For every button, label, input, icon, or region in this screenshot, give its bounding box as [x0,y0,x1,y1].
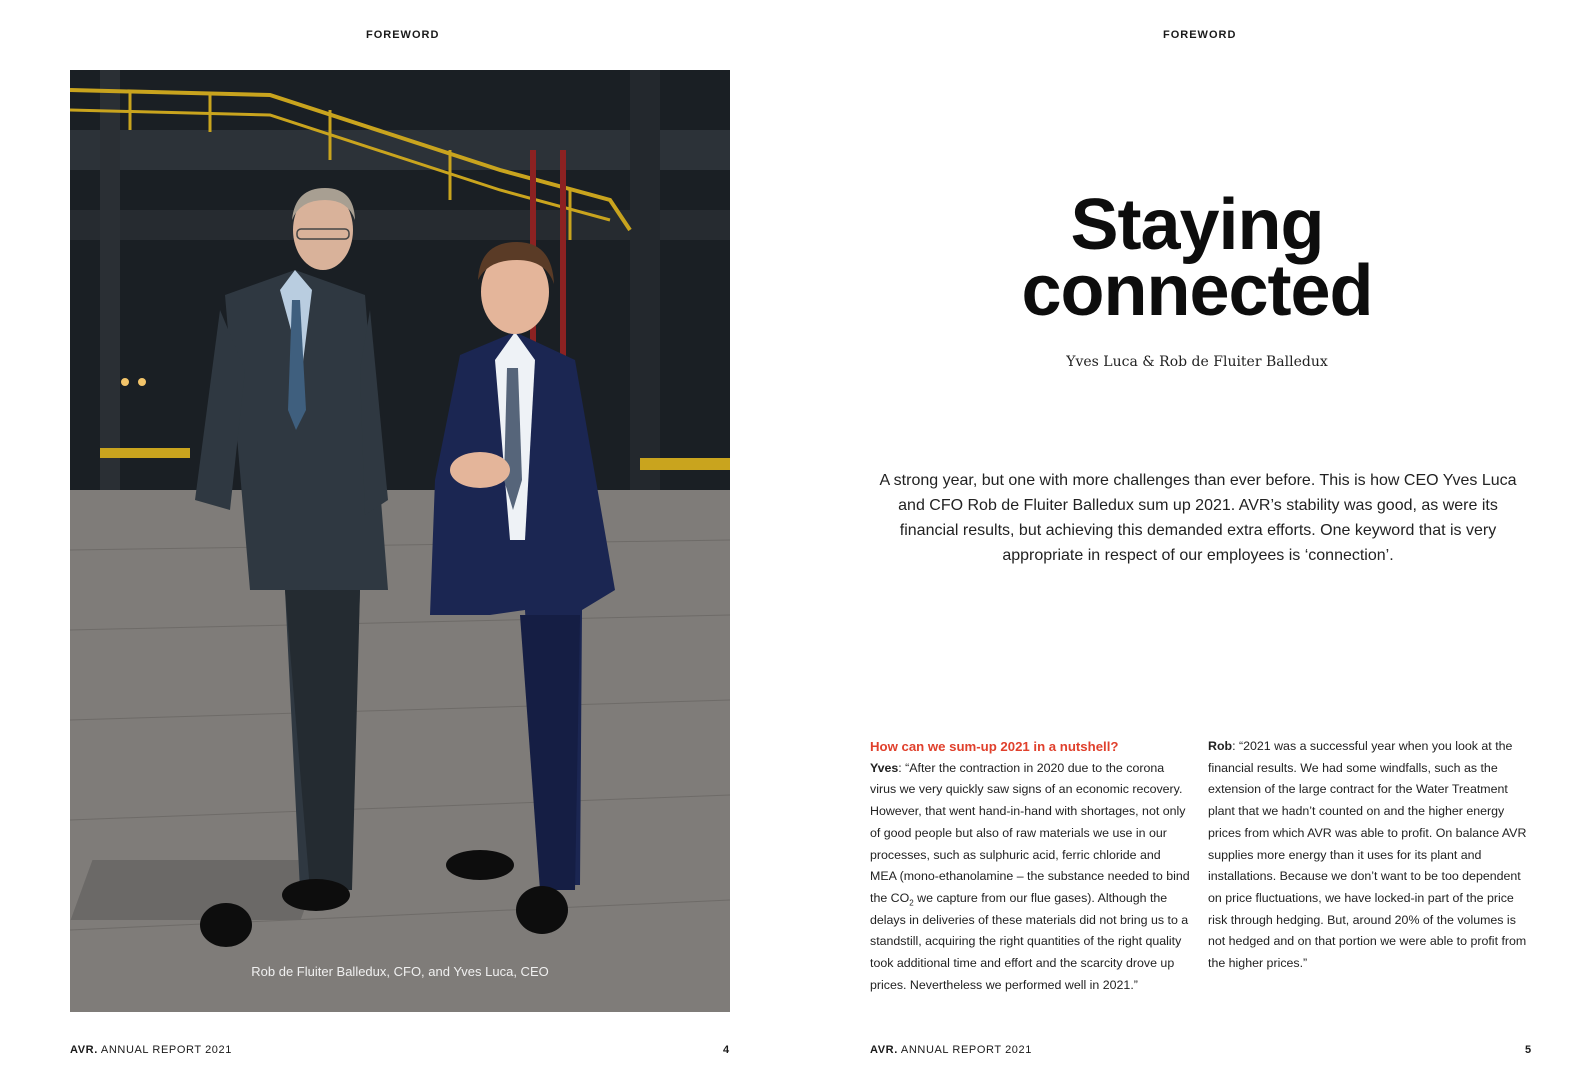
footer-brand: AVR. [70,1044,98,1056]
rob-text: : “2021 was a successful year when you look at the financial results. We had some windfalls, such as the extension of the large contract for the Water Treatment plant that we hadn’t counted on and the higher energy prices from which AVR was able to profit. On balance AVR supplies more energy than it uses for its plant and installations. Because we don’t want to be too dependent on price fluctuations, we have locked-in part of the price risk through hedging. But, around 20% of the volumes is not hedged and on that portion we were able to profit from the higher prices.” [1208,739,1527,971]
yves-text-a: : “After the contraction in 2020 due to the corona virus we very quickly saw signs of an economic recovery. However, that went hand-in-hand with shortages, not only of good people but also of raw materials we use in our processes, such as sulphuric acid, ferric chloride and MEA (mono-ethanolamine – the substance needed to bind the CO [870,760,1190,905]
question-heading: How can we sum-up 2021 in a nutshell? [870,739,1119,754]
photo-caption: Rob de Fluiter Balledux, CFO, and Yves Luca, CEO [251,964,549,979]
page-number: 4 [723,1044,730,1056]
yves-answer [870,758,1190,997]
intro-paragraph: A strong year, but one with more challenges than ever before. This is how CEO Yves Luca and CFO Rob de Fluiter Balledux sum up 2021. AVR’s stability was good, as were its financial results, but achieving this demanded extra efforts. One keyword that is very appropriate in respect of our employees is ‘connection’. [879,472,1517,564]
running-head: FOREWORD [1163,29,1237,41]
body-column-right [1208,736,1528,975]
speaker-yves: Yves [870,760,899,775]
footer-brand: AVR. [870,1044,898,1056]
byline: Yves Luca & Rob de Fluiter Balledux [1066,354,1328,370]
speaker-rob: Rob [1208,739,1233,753]
body-column-left [870,736,1190,996]
title-line-2: connected [1021,251,1373,331]
footer [870,1044,1032,1056]
footer [70,1044,232,1056]
running-head: FOREWORD [366,29,440,41]
co2-subscript: 2 [909,898,914,908]
page-number: 5 [1525,1044,1532,1056]
rob-answer [1208,736,1528,975]
footer-text: ANNUAL REPORT 2021 [97,1044,232,1056]
footer-text: ANNUAL REPORT 2021 [897,1044,1032,1056]
title-line-1: Staying [1070,185,1324,265]
article-title [798,185,1596,331]
executives-photo [70,70,730,1012]
yves-text-b: we capture from our flue gases). Although the delays in deliveries of these materials did not bring us to a standstill, acquiring the right quantities of the right quality took additional time and effort and the scarcity drove up prices. Nevertheless we performed well in 2021.” [870,890,1189,992]
photo-illustration [70,70,730,1012]
right-page [798,0,1596,1080]
